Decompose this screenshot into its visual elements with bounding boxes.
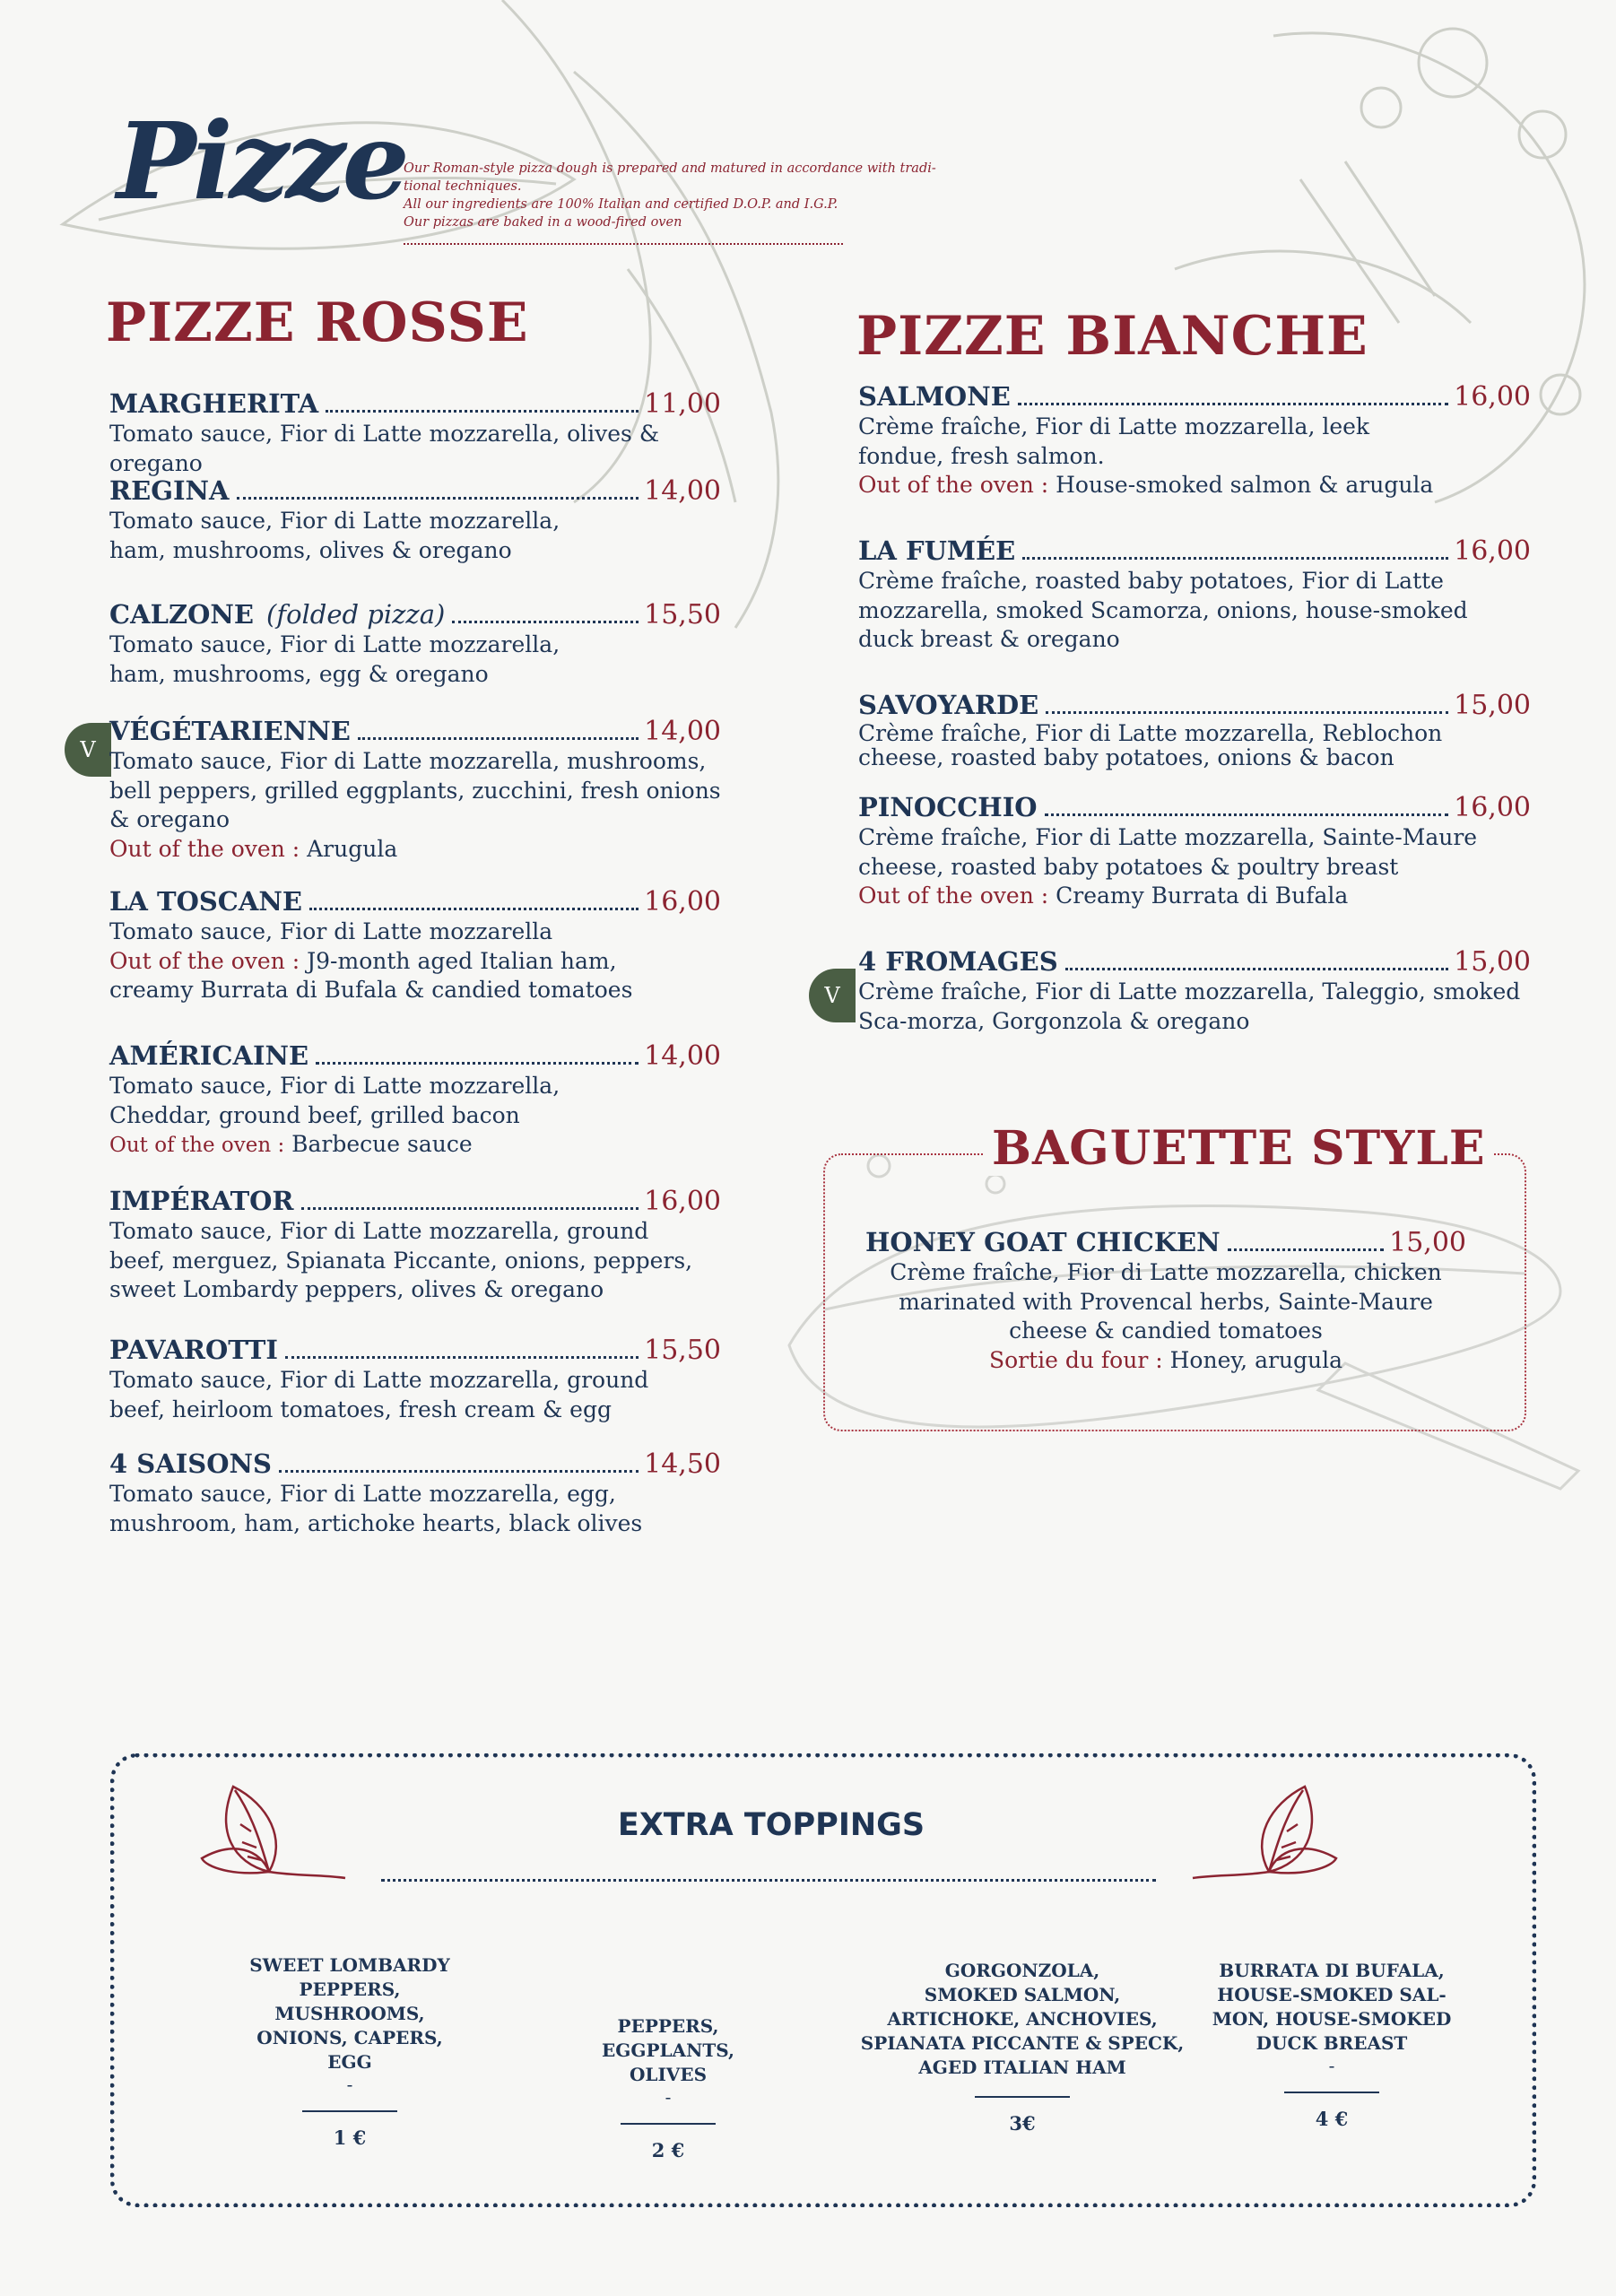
topping-price: 2 € (651, 2139, 685, 2161)
pizze-logo: Pizze (117, 99, 406, 223)
topping-price: 1 € (333, 2126, 367, 2149)
item-description: Crème fraîche, Fior di Latte mozzarella, chicken marinated with Provencal herbs, Sainte-Maure cheese & candied tomatoes (890, 1259, 1442, 1344)
item-price: 11,00 (644, 388, 721, 420)
menu-item-honey-goat-chicken (865, 1227, 1466, 1375)
item-description: Tomato sauce, Fior di Latte mozzarella, olives & oregano (109, 421, 660, 476)
menu-item-margherita (109, 388, 721, 478)
topping-rule (975, 2096, 1070, 2098)
extra-toppings-divider (381, 1879, 1156, 1882)
item-name: 4 SAISONS (109, 1448, 272, 1479)
item-price: 16,00 (1454, 535, 1531, 567)
item-description: Tomato sauce, Fior di Latte mozzarella, ground beef, merguez, Spianata Piccante, onions, peppers, sweet Lombardy peppers, olives & oregano (109, 1218, 693, 1302)
item-description: Tomato sauce, Fior di Latte mozzarella, ham, mushrooms, egg & oregano (109, 631, 560, 687)
out-of-oven: Out of the oven : J9-month aged Italian ham, creamy Burrata di Bufala & candied tomatoes (109, 947, 633, 1003)
intro-line: Our pizzas are baked in a wood-fired oven (404, 215, 682, 230)
topping-line: DUCK BREAST (1255, 2032, 1408, 2054)
topping-line: PEPPERS, (299, 1979, 401, 2000)
item-name: SALMONE (858, 381, 1011, 412)
menu-item-americaine (109, 1040, 721, 1161)
item-description: Crème fraîche, roasted baby potatoes, Fior di Latte mozzarella, smoked Scamorza, onions, house-smoked duck breast & oregano (858, 568, 1468, 652)
item-price: 14,50 (644, 1448, 721, 1480)
section-title-baguette: BAGUETTE STYLE (985, 1121, 1493, 1176)
out-of-oven: Out of the oven : Creamy Burrata di Bufala (858, 883, 1349, 909)
topping-price: 4 € (1315, 2108, 1349, 2130)
item-name: VÉGÉTARIENNE (109, 716, 351, 746)
item-price: 16,00 (644, 1186, 721, 1217)
menu-item-savoyarde (858, 690, 1531, 770)
topping-dash: - (346, 2074, 353, 2095)
topping-rule (1284, 2092, 1379, 2093)
item-name: REGINA (109, 475, 230, 506)
vegetarian-badge: V (809, 969, 856, 1022)
menu-item-imperator (109, 1186, 721, 1305)
item-description: Tomato sauce, Fior di Latte mozzarella, ham, mushrooms, olives & oregano (109, 508, 560, 563)
topping-line: MON, HOUSE-SMOKED (1212, 2008, 1452, 2030)
topping-tier-1 (188, 1953, 511, 2149)
item-name: LA FUMÉE (858, 535, 1016, 566)
topping-line: EGG (327, 2051, 372, 2073)
vegetarian-badge: V (65, 723, 111, 777)
item-price: 14,00 (644, 716, 721, 747)
topping-tier-3 (843, 1959, 1202, 2135)
menu-item-vegetarienne (109, 716, 721, 864)
item-price: 14,00 (644, 475, 721, 507)
item-name: CALZONE (109, 599, 255, 630)
topping-line: SMOKED SALMON, (924, 1984, 1121, 2005)
item-description: Crème fraîche, Fior di Latte mozzarella, Taleggio, smoked Sca-morza, Gorgonzola & oregano (858, 978, 1521, 1034)
item-name: IMPÉRATOR (109, 1186, 294, 1216)
menu-item-calzone (109, 599, 721, 689)
topping-line: OLIVES (629, 2064, 708, 2085)
item-name: MARGHERITA (109, 388, 319, 419)
topping-dash: - (1328, 2055, 1335, 2076)
item-description: Tomato sauce, Fior di Latte mozzarella, egg, mushroom, ham, artichoke hearts, black olives (109, 1481, 643, 1536)
item-price: 16,00 (1454, 381, 1531, 413)
item-price: 16,00 (1454, 792, 1531, 823)
item-name: PAVAROTTI (109, 1335, 278, 1365)
topping-rule (621, 2123, 716, 2125)
item-description: Tomato sauce, Fior di Latte mozzarella, Cheddar, ground beef, grilled bacon (109, 1073, 560, 1128)
item-price: 15,00 (1389, 1227, 1466, 1258)
topping-line: ONIONS, CAPERS, (256, 2027, 443, 2048)
intro-line: Our Roman-style pizza dough is prepared and matured in accordance with tradi- (404, 161, 936, 176)
topping-line: GORGONZOLA, (944, 1960, 1100, 1981)
menu-item-regina (109, 475, 721, 565)
topping-line: MUSHROOMS, (274, 2003, 425, 2024)
item-description: Tomato sauce, Fior di Latte mozzarella (109, 918, 553, 944)
topping-line: EGGPLANTS, (602, 2039, 734, 2061)
menu-item-pinocchio (858, 792, 1531, 911)
item-price: 15,00 (1454, 690, 1531, 721)
menu-item-pavarotti (109, 1335, 721, 1424)
item-description: Tomato sauce, Fior di Latte mozzarella, mushrooms, bell peppers, grilled eggplants, zucchini, fresh onions & oregano (109, 748, 721, 832)
out-of-oven: Out of the oven : Barbecue sauce (109, 1131, 473, 1157)
out-of-oven: Sortie du four : Honey, arugula (988, 1346, 1343, 1373)
topping-line: BURRATA DI BUFALA, (1219, 1960, 1445, 1981)
topping-line: ARTICHOKE, ANCHOVIES, (887, 2008, 1158, 2030)
topping-price: 3€ (1009, 2112, 1036, 2135)
item-name: PINOCCHIO (858, 792, 1038, 822)
section-title-bianche: PIZZE BIANCHE (856, 305, 1368, 368)
menu-item-la-toscane (109, 886, 721, 1005)
menu-item-4-saisons (109, 1448, 721, 1538)
item-name: AMÉRICAINE (109, 1040, 309, 1071)
extra-toppings-title: EXTRA TOPPINGS (617, 1807, 925, 1843)
topping-tier-2 (507, 2014, 830, 2161)
item-description: Crème fraîche, Fior di Latte mozzarella, Sainte-Maure cheese, roasted baby potatoes & poultry breast (858, 824, 1478, 880)
intro-divider (404, 243, 843, 245)
item-name: 4 FROMAGES (858, 946, 1058, 977)
topping-line: PEPPERS, (617, 2015, 719, 2037)
item-price: 15,00 (1454, 946, 1531, 978)
intro-line: tional techniques. (404, 179, 522, 194)
out-of-oven: Out of the oven : House-smoked salmon & arugula (858, 472, 1434, 498)
section-title-rosse: PIZZE ROSSE (106, 291, 529, 354)
item-price: 16,00 (644, 886, 721, 918)
out-of-oven: Out of the oven : Arugula (109, 835, 398, 862)
item-description: Crème fraîche, Fior di Latte mozzarella, leek fondue, fresh salmon. (858, 413, 1370, 469)
item-subtitle: (folded pizza) (266, 599, 446, 630)
item-description: Tomato sauce, Fior di Latte mozzarella, ground beef, heirloom tomatoes, fresh cream & egg (109, 1367, 649, 1422)
topping-dash: - (665, 2086, 672, 2108)
intro-line: All our ingredients are 100% Italian and certified D.O.P. and I.G.P. (404, 197, 838, 212)
item-name: LA TOSCANE (109, 886, 302, 917)
menu-item-salmone (858, 381, 1531, 500)
item-price: 15,50 (644, 1335, 721, 1366)
item-description: Crème fraîche, Fior di Latte mozzarella, Reblochon cheese, roasted baby potatoes, onions & bacon (858, 720, 1443, 770)
topping-line: SWEET LOMBARDY (249, 1954, 450, 1976)
topping-line: AGED ITALIAN HAM (918, 2057, 1126, 2078)
topping-line: HOUSE-SMOKED SAL- (1217, 1984, 1447, 2005)
menu-item-4-fromages (858, 946, 1531, 1036)
topping-line: SPIANATA PICCANTE & SPECK, (860, 2032, 1185, 2054)
item-price: 14,00 (644, 1040, 721, 1072)
item-name: SAVOYARDE (858, 690, 1039, 720)
item-name: HONEY GOAT CHICKEN (865, 1227, 1221, 1257)
topping-rule (302, 2110, 397, 2112)
item-price: 15,50 (644, 599, 721, 631)
topping-tier-4 (1170, 1959, 1493, 2130)
menu-item-la-fumee (858, 535, 1531, 655)
intro-text (404, 160, 977, 231)
